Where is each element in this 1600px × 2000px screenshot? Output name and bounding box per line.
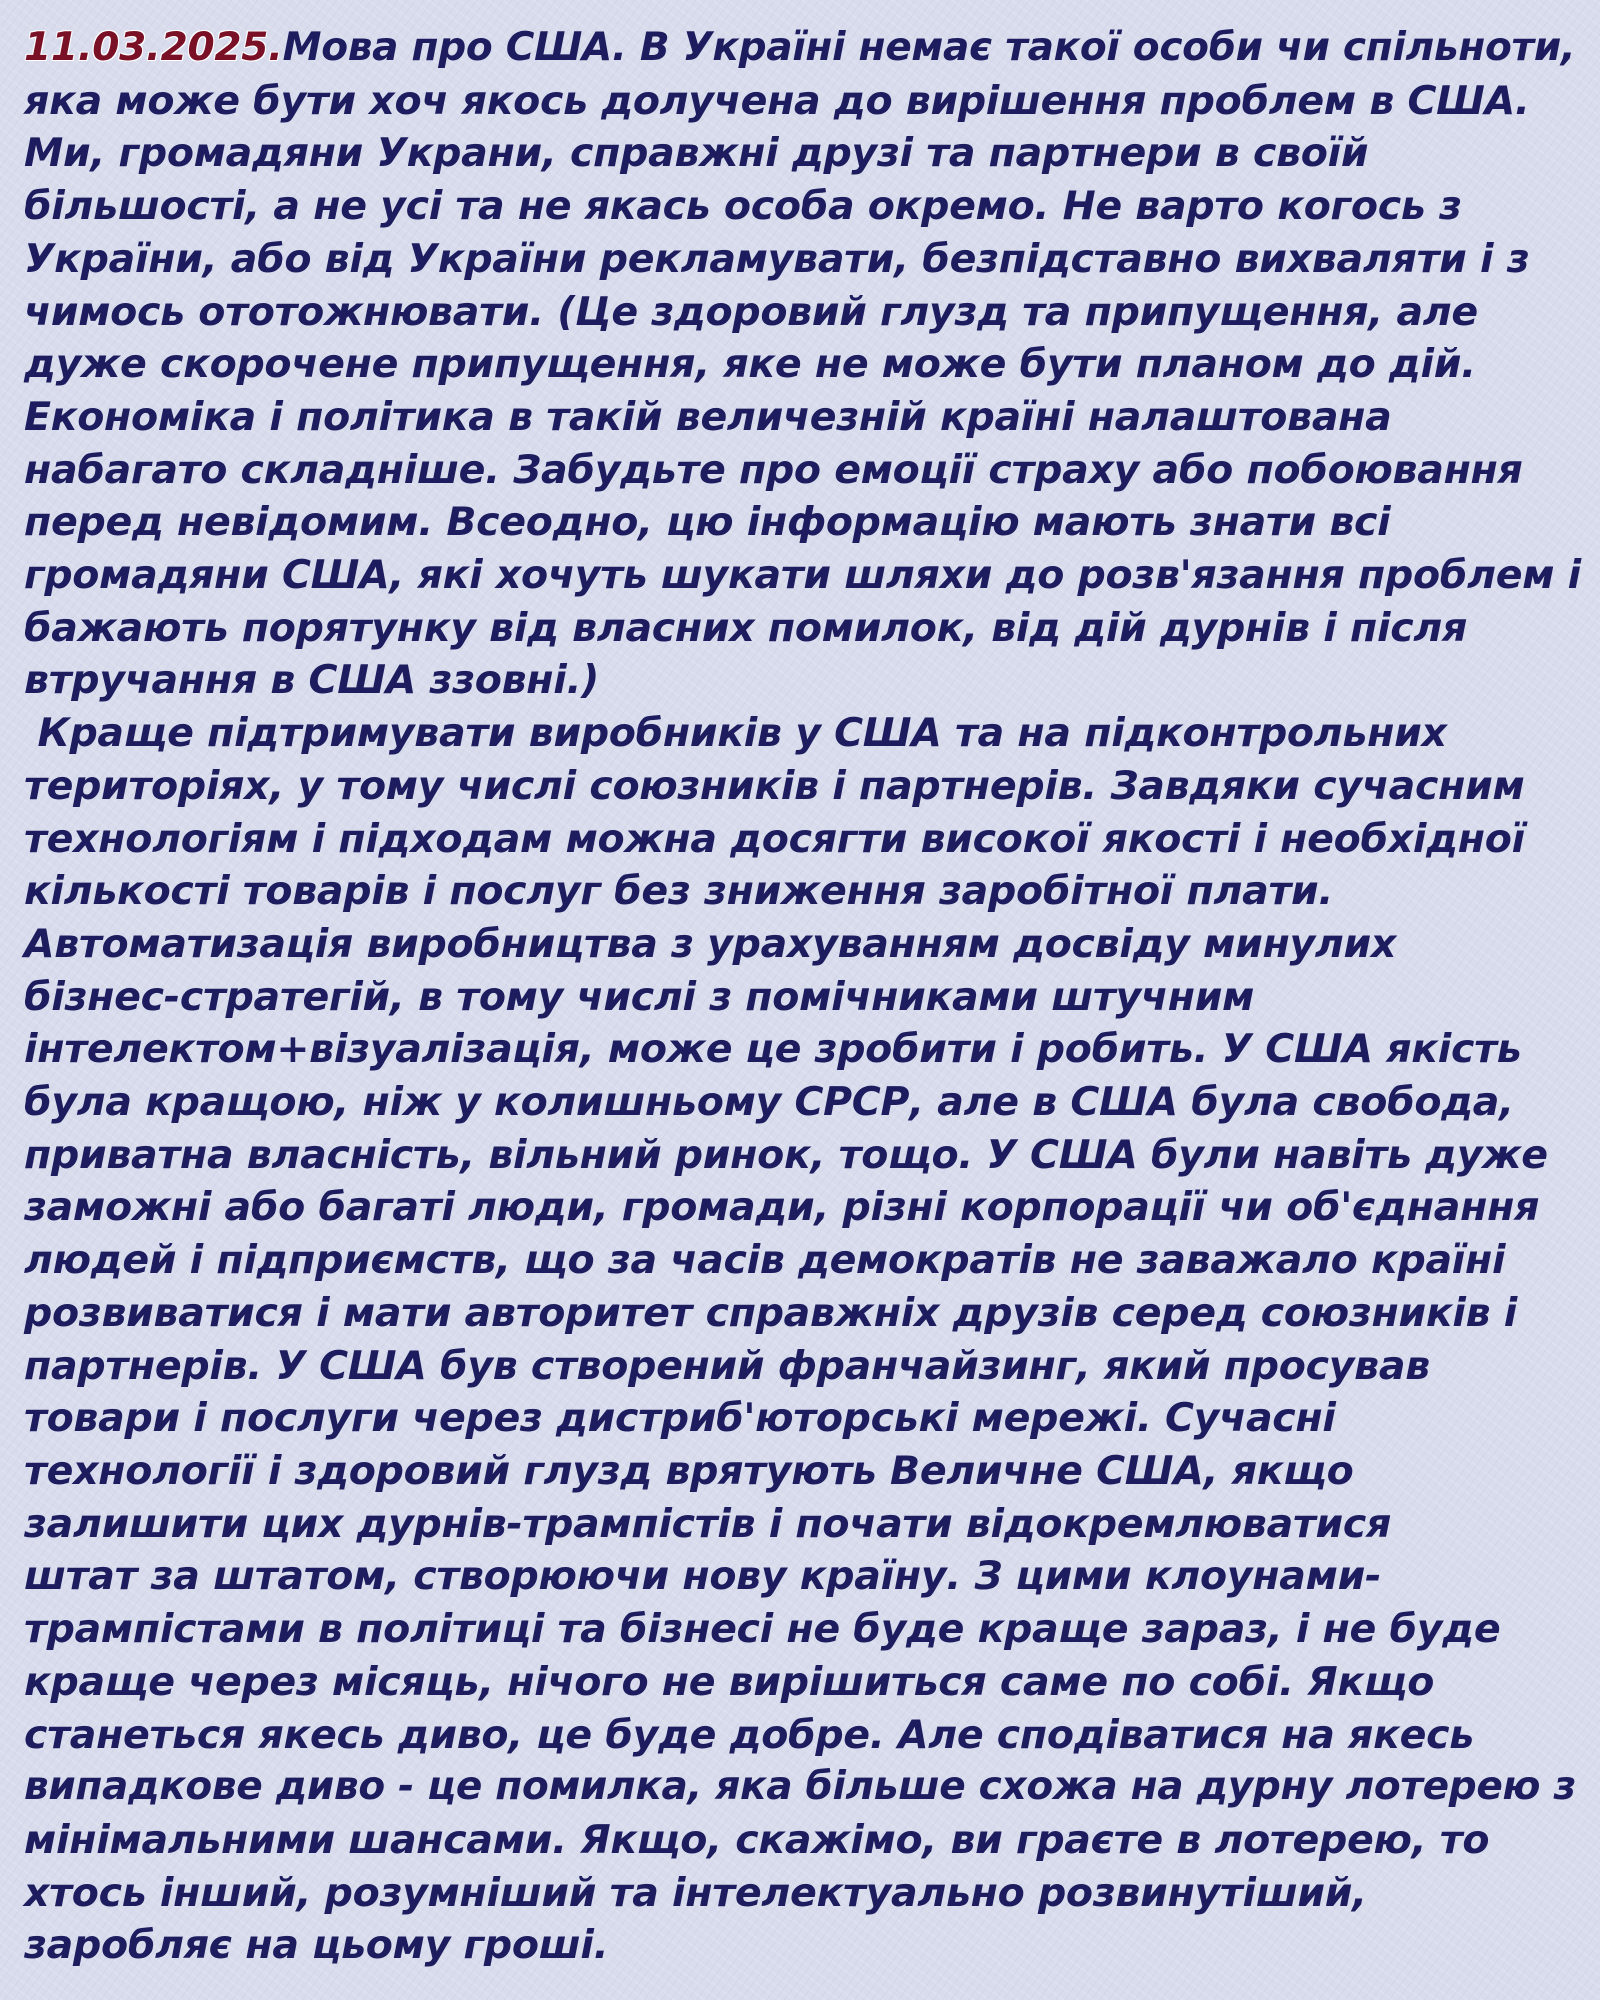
- text-line: Ми, громадяни Украни, справжні друзі та партнери в своїй: [24, 130, 1369, 177]
- text-line: людей і підприємств, що за часів демократів не заважало країні: [24, 1237, 1506, 1284]
- text-line-content: Мова про США. В Україні немає такої особи чи спільноти,: [282, 25, 1576, 70]
- text-line: бажають порятунку від власних помилок, від дій дурнів і після: [24, 604, 1468, 651]
- text-line: набагато складніше. Забудьте про емоції страху або побоювання: [24, 446, 1523, 493]
- text-line: чимось ототожнювати. (Це здоровий глузд та припущення, але: [24, 288, 1478, 335]
- text-line: Автоматизація виробництва з урахуванням досвіду минулих: [24, 920, 1397, 967]
- text-line: партнерів. У США був створений франчайзинг, який просував: [24, 1342, 1430, 1389]
- text-line: втручання в США ззовні.): [24, 657, 599, 704]
- text-line: розвиватися і мати авторитет справжніх друзів серед союзників і: [24, 1289, 1517, 1336]
- text-line: перед невідомим. Всеодно, цю інформацію мають знати всі: [24, 499, 1391, 546]
- text-line: технології і здоровий глузд врятують Величне США, якщо: [24, 1447, 1354, 1494]
- text-line: трампістами в політиці та бізнесі не буде краще зараз, і не буде: [24, 1606, 1501, 1653]
- text-line: хтось інший, розумніший та інтелектуально розвинутіший,: [24, 1869, 1367, 1916]
- text-line: яка може бути хоч якось долучена до вирішення проблем в США.: [24, 77, 1530, 124]
- date-stamp: 11.03.2025.: [24, 25, 283, 70]
- text-line: штат за штатом, створюючи нову країну. З цими клоунами-: [24, 1553, 1382, 1600]
- text-line: дуже скорочене припущення, яке не може бути планом до дій.: [24, 341, 1476, 388]
- text-line: інтелектом+візуалізація, може це зробити і робить. У США якість: [24, 1026, 1522, 1073]
- text-line: бізнес-стратегій, в тому числі з помічниками штучним: [24, 973, 1255, 1020]
- text-line: краще через місяць, нічого не вирішиться саме по собі. Якщо: [24, 1658, 1435, 1705]
- text-line: заробляє на цьому гроші.: [24, 1922, 609, 1969]
- text-line: громадяни США, які хочуть шукати шляхи до розв'язання проблем і: [24, 552, 1581, 599]
- text-line: заможні або багаті люди, громади, різні корпорації чи об'єднання: [24, 1184, 1540, 1231]
- text-line: України, або від України рекламувати, безпідставно вихваляти і з: [24, 235, 1530, 282]
- text-line: залишити цих дурнів-трампістів і почати відокремлюватися: [24, 1500, 1392, 1547]
- text-line: випадкове диво - це помилка, яка більше схожа на дурну лотерею з: [24, 1764, 1576, 1810]
- text-line: була кращою, ніж у колишньому СРСР, але в США була свобода,: [24, 1079, 1514, 1126]
- text-line: [24, 22, 1584, 75]
- text-line: товари і послуги через дистриб'юторські мережі. Сучасні: [24, 1395, 1336, 1442]
- text-line: кількості товарів і послуг без зниження заробітної плати.: [24, 868, 1334, 915]
- text-line: станеться якесь диво, це буде добре. Але сподіватися на якесь: [24, 1711, 1474, 1758]
- text-line: приватна власність, вільний ринок, тощо. У США були навіть дуже: [24, 1131, 1548, 1178]
- text-line: територіях, у тому числі союзників і партнерів. Завдяки сучасним: [24, 762, 1525, 809]
- text-line: технологіям і підходам можна досягти високої якості і необхідної: [24, 815, 1525, 862]
- text-line: більшості, а не усі та не якась особа окремо. Не варто когось з: [24, 183, 1462, 230]
- text-line: Економіка і політика в такій величезній країні налаштована: [24, 393, 1392, 440]
- text-line: мінімальними шансами. Якщо, скажімо, ви граєте в лотерею, то: [24, 1816, 1490, 1863]
- text-line: Краще підтримувати виробників у США та на підконтрольних: [24, 710, 1447, 757]
- document-text: [24, 22, 1584, 1972]
